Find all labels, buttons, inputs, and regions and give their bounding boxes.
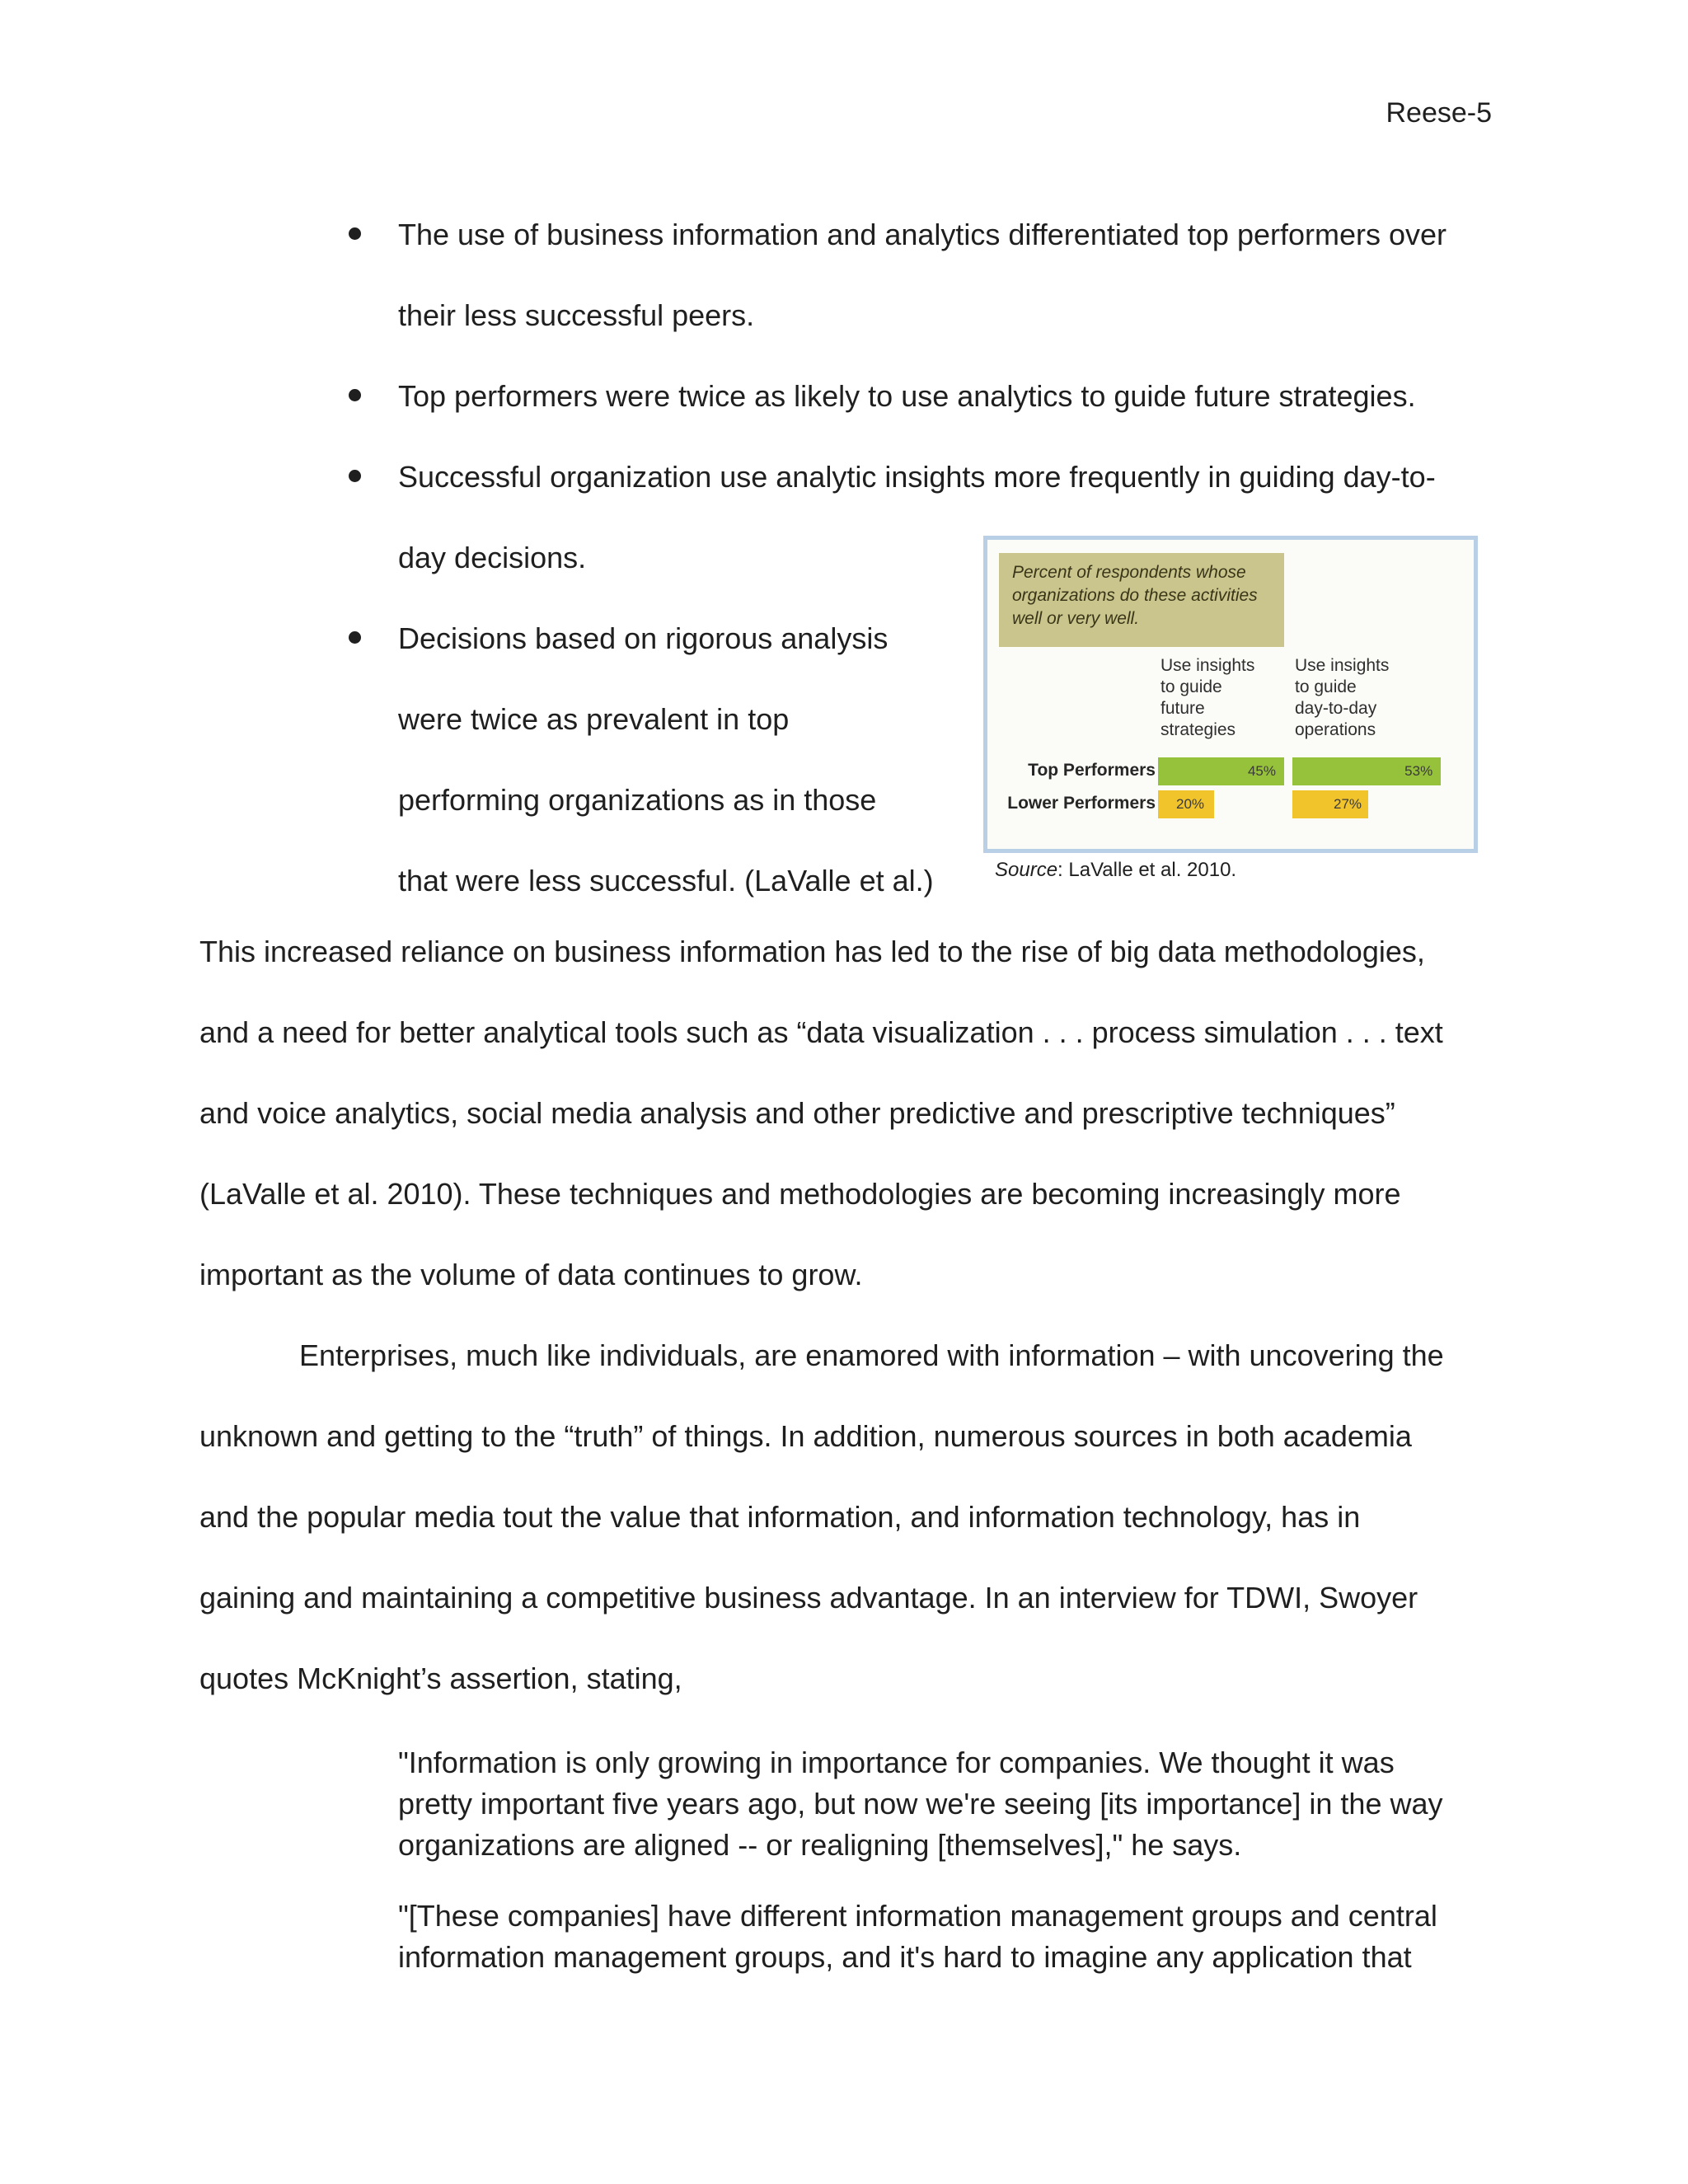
bullet-dot-icon: [349, 470, 361, 482]
bar-value-label: 53%: [1404, 763, 1433, 779]
row-label-lower-performers: Lower Performers: [1007, 794, 1156, 813]
figure-source: [995, 859, 1236, 882]
analytics-figure: [983, 536, 1478, 853]
paragraph-line: unknown and getting to the “truth” of things. In addition, numerous sources in both academia: [199, 1419, 1412, 1453]
page-header: Reese-5: [1386, 97, 1492, 129]
paragraph-line: Enterprises, much like individuals, are enamored with information – with uncovering the: [299, 1338, 1444, 1372]
source-label: Source: [995, 859, 1058, 881]
paragraph-line: and a need for better analytical tools such as “data visualization . . . process simulation . . . text: [199, 1015, 1443, 1049]
bullet-dot-icon: [349, 389, 361, 401]
paragraph-line: important as the volume of data continues to grow.: [199, 1258, 863, 1291]
paragraph-line: and the popular media tout the value that information, and information technology, has in: [199, 1500, 1361, 1534]
quote-line: information management groups, and it's hard to imagine any application that: [398, 1940, 1412, 1974]
bullet-dot-icon: [349, 631, 361, 644]
bullet-line: Successful organization use analytic insights more frequently in guiding day-to-: [398, 460, 1436, 494]
quote-line: pretty important five years ago, but now we're seeing [its importance] in the way: [398, 1787, 1443, 1821]
paragraph-line: (LaValle et al. 2010). These techniques and methodologies are becoming increasingly more: [199, 1177, 1401, 1211]
bullet-line: day decisions.: [398, 541, 587, 574]
bar-value-label: 20%: [1176, 796, 1205, 812]
bullet-line: The use of business information and analytics differentiated top performers over: [398, 218, 1447, 251]
paragraph-line: This increased reliance on business information has led to the rise of big data methodologies,: [199, 935, 1425, 968]
column-header-line: strategies: [1160, 720, 1236, 739]
column-header-line: Use insights: [1295, 656, 1390, 675]
bar-top-performers-operations: [1292, 757, 1441, 785]
bar-value-label: 45%: [1247, 763, 1276, 779]
column-header-line: Use insights: [1160, 656, 1255, 675]
quote-line: organizations are aligned -- or realigning [themselves]," he says.: [398, 1828, 1242, 1862]
paragraph-line: gaining and maintaining a competitive business advantage. In an interview for TDWI, Swoyer: [199, 1581, 1418, 1615]
block-quote-2: [398, 1896, 1503, 1978]
bar-lower-performers-operations: [1292, 790, 1368, 818]
bullet-line: that were less successful. (LaValle et al.): [398, 864, 934, 898]
figure-caption: Percent of respondents whose organizations do these activities well or very well.: [1012, 563, 1258, 628]
column-header-line: day-to-day: [1295, 699, 1377, 718]
column-header-line: to guide: [1160, 677, 1222, 696]
source-text: : LaValle et al. 2010.: [1057, 859, 1237, 881]
column-header-strategies: [1160, 655, 1292, 741]
bullet-line: performing organizations as in those: [398, 783, 877, 817]
bullet-line: Decisions based on rigorous analysis: [398, 621, 889, 655]
bar-top-performers-strategies: [1158, 757, 1284, 785]
paragraph-line: and voice analytics, social media analysis and other predictive and prescriptive techniques”: [199, 1096, 1395, 1130]
quote-line: "Information is only growing in importance for companies. We thought it was: [398, 1746, 1395, 1779]
row-label-top-performers: Top Performers: [1028, 761, 1156, 780]
bullet-dot-icon: [349, 227, 361, 240]
column-header-line: future: [1160, 699, 1205, 718]
bar-value-label: 27%: [1334, 796, 1362, 812]
column-header-line: operations: [1295, 720, 1376, 739]
bullet-line: their less successful peers.: [398, 298, 755, 332]
column-header-operations: [1295, 655, 1427, 741]
bullet-line: Top performers were twice as likely to use analytics to guide future strategies.: [398, 379, 1416, 413]
bar-lower-performers-strategies: [1158, 790, 1214, 818]
paragraph-line: quotes McKnight’s assertion, stating,: [199, 1661, 682, 1695]
figure-caption-box: [999, 553, 1284, 647]
column-header-line: to guide: [1295, 677, 1357, 696]
bullet-line: were twice as prevalent in top: [398, 702, 790, 736]
quote-line: "[These companies] have different information management groups and central: [398, 1899, 1437, 1933]
block-quote-1: [398, 1742, 1503, 1866]
